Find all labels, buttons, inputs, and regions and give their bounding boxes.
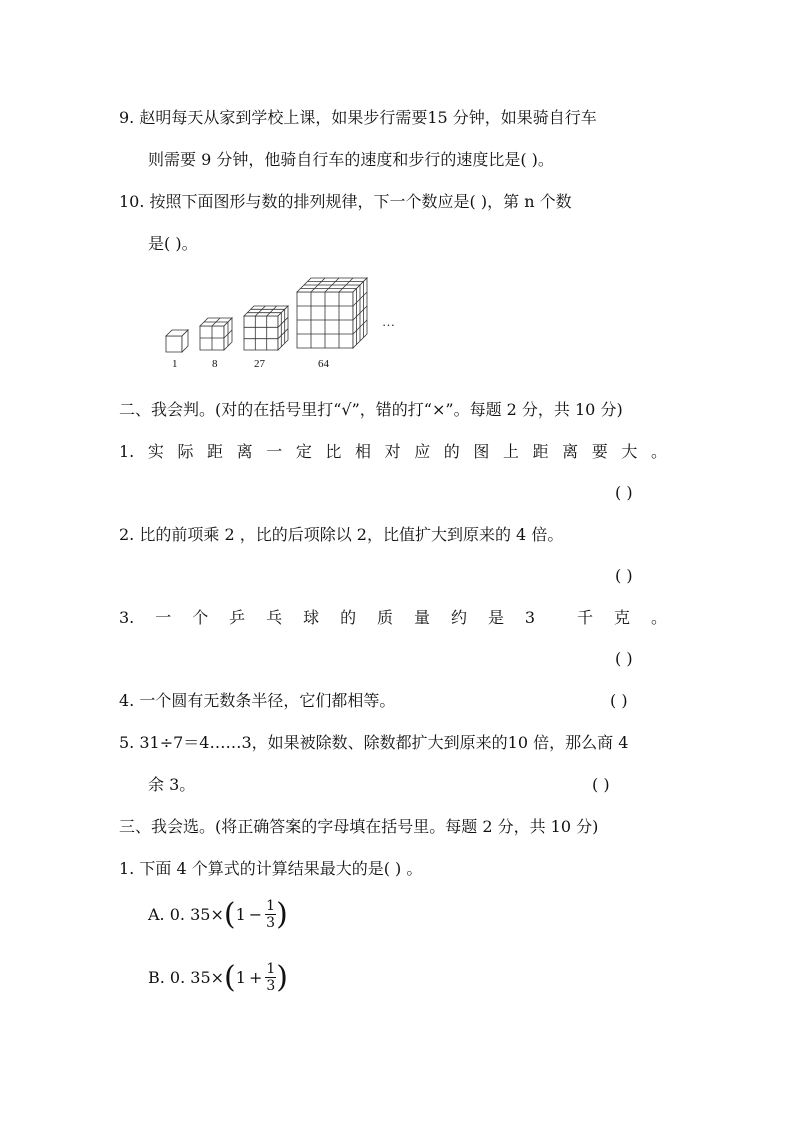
cube-label-27: 27 [254, 358, 265, 370]
judge-q5-answer-parens[interactable]: ( ) [592, 775, 610, 794]
option-b-fraction [265, 961, 276, 994]
judge-q1-char: 际 [177, 442, 194, 461]
judge-q1-char: 。 [650, 442, 667, 461]
cube-label-64: 64 [318, 358, 329, 370]
judge-q3-char: 克 [613, 608, 630, 627]
judge-q3 [119, 608, 667, 628]
judge-q1-char: 相 [355, 442, 372, 461]
judge-q3-char: 3 [524, 608, 536, 627]
option-b-prefix: B. 0. 35× [148, 968, 225, 987]
judge-q1-char: 定 [295, 442, 312, 461]
q10-line1: 10. 按照下面图形与数的排列规律，下一个数应是( )，第 n 个数 [119, 192, 572, 211]
right-paren: ) [276, 897, 288, 932]
judge-q1-char: 的 [443, 442, 460, 461]
judge-q3-answer-parens[interactable]: ( ) [615, 649, 633, 668]
cube-sequence-svg [160, 272, 410, 372]
judge-q1-char: 对 [384, 442, 401, 461]
option-b-denominator: 3 [266, 978, 276, 994]
choice-option-a [148, 897, 288, 932]
judge-q3-char: 量 [414, 608, 431, 627]
choice-option-b [148, 960, 288, 995]
cube-sequence-figure [160, 272, 410, 376]
left-paren: ( [223, 897, 236, 932]
judge-q3-char: 个 [192, 608, 209, 627]
cube-8 [200, 318, 232, 350]
judge-q3-char: 乓 [266, 608, 283, 627]
cube-27 [244, 306, 288, 350]
judge-q3-char: 。 [650, 608, 667, 627]
judge-q1-char: 上 [502, 442, 519, 461]
option-a-prefix: A. 0. 35× [148, 905, 224, 924]
judge-q3-char: 的 [340, 608, 357, 627]
cube-label-8: 8 [212, 358, 218, 370]
judge-q1-char: 要 [591, 442, 608, 461]
cube-1 [166, 330, 188, 352]
q9-line2: 则需要 9 分钟，他骑自行车的速度和步行的速度比是( )。 [148, 150, 554, 169]
judge-q1-char: 离 [236, 442, 253, 461]
option-a-denominator: 3 [266, 915, 276, 931]
judge-q1 [119, 442, 667, 462]
judge-q4: 4. 一个圆有无数条半径，它们都相等。 [119, 691, 396, 710]
judge-q1-char: 距 [532, 442, 549, 461]
judge-q1-char: 离 [562, 442, 579, 461]
option-b-one: 1 [235, 968, 246, 987]
option-a-numerator: 1 [266, 898, 276, 914]
judge-q1-num: 1. [119, 442, 135, 461]
right-paren: ) [276, 960, 288, 995]
left-paren: ( [224, 960, 236, 995]
option-a-one: 1 [235, 905, 246, 924]
judge-q3-char: 一 [155, 608, 172, 627]
cube-label-1: 1 [172, 358, 178, 370]
judge-q1-char: 实 [147, 442, 164, 461]
judge-q3-char: 乒 [229, 608, 246, 627]
judge-q1-char: 一 [266, 442, 283, 461]
judge-q4-answer-parens[interactable]: ( ) [610, 691, 628, 710]
judge-q1-answer-parens[interactable]: ( ) [615, 483, 633, 502]
judge-q1-char: 大 [621, 442, 638, 461]
cube-ellipsis: … [382, 314, 395, 329]
judge-q3-char: 质 [377, 608, 394, 627]
q9-line1: 9. 赵明每天从家到学校上课，如果步行需要15 分钟，如果骑自行车 [119, 108, 597, 127]
judge-q3-char: 千 [577, 608, 594, 627]
q10-line2: 是( )。 [148, 234, 198, 253]
judge-q1-char: 应 [414, 442, 431, 461]
judge-heading: 二、我会判。(对的在括号里打“√”，错的打“×”。每题 2 分，共 10 分) [119, 400, 623, 419]
judge-q1-char: 距 [207, 442, 224, 461]
judge-q5-line1: 5. 31÷7＝4……3，如果被除数、除数都扩大到原来的10 倍，那么商 4 [119, 733, 629, 752]
judge-q3-char: 约 [450, 608, 467, 627]
option-b-op: + [248, 968, 263, 987]
judge-q5-line2: 余 3。 [148, 775, 196, 794]
judge-q1-char: 图 [473, 442, 490, 461]
choice-q1: 1. 下面 4 个算式的计算结果最大的是( ) 。 [119, 859, 423, 878]
option-a-fraction [265, 898, 276, 931]
judge-q3-num: 3. [119, 608, 135, 627]
judge-q1-char: 比 [325, 442, 342, 461]
cube-64 [297, 278, 367, 348]
judge-q2: 2. 比的前项乘 2 ，比的后项除以 2，比值扩大到原来的 4 倍。 [119, 525, 564, 544]
choice-heading: 三、我会选。(将正确答案的字母填在括号里。每题 2 分，共 10 分) [119, 817, 599, 836]
option-b-numerator: 1 [266, 961, 276, 977]
option-a-op: − [248, 905, 263, 924]
judge-q3-char: 是 [487, 608, 504, 627]
judge-q3-char: 球 [303, 608, 320, 627]
judge-q2-answer-parens[interactable]: ( ) [615, 566, 633, 585]
